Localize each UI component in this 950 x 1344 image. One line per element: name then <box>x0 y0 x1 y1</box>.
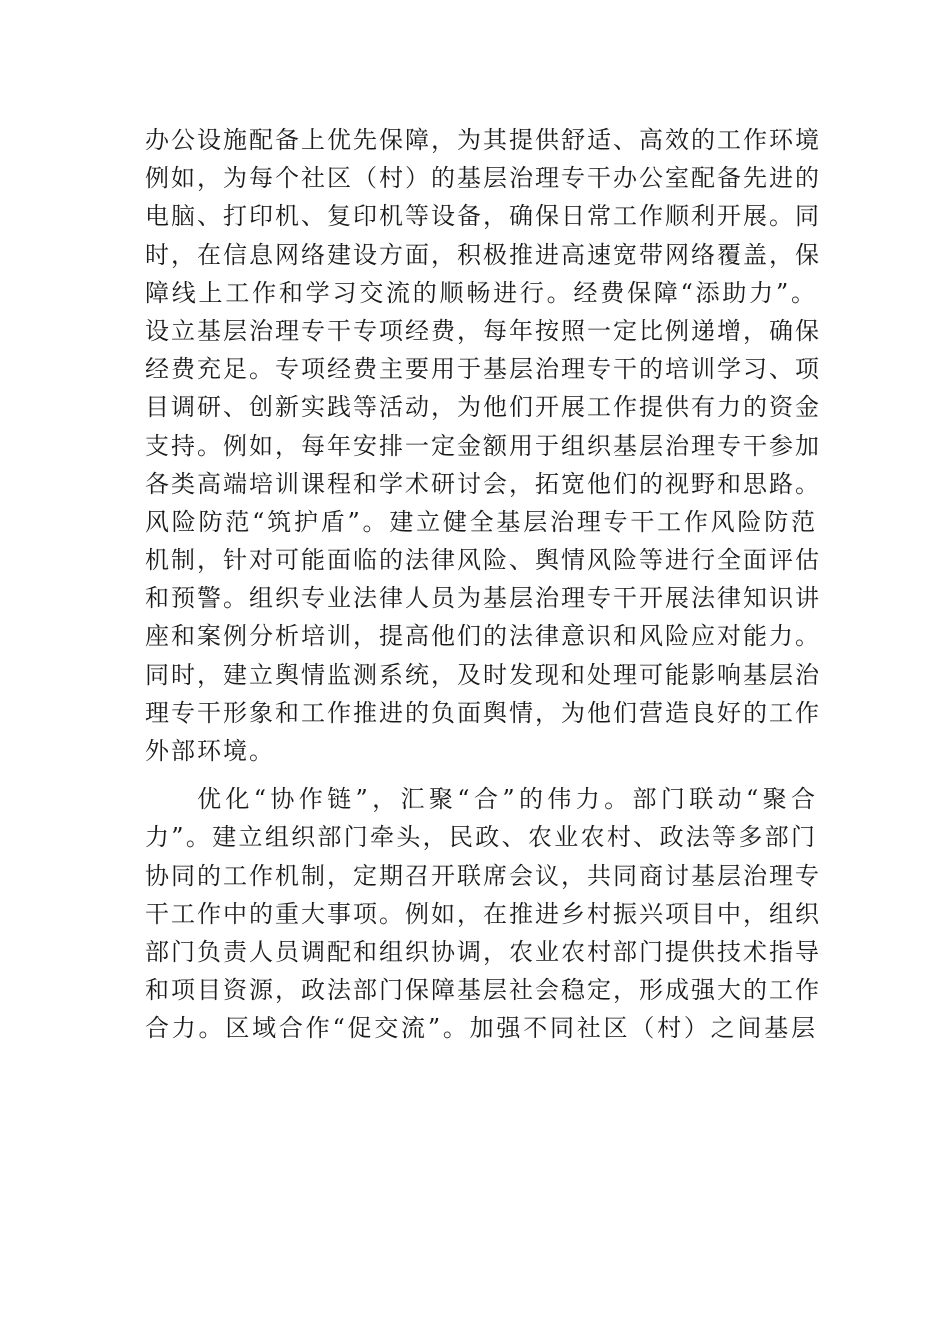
text-line: 力”。建立组织部门牵头，民政、农业农村、政法等多部门 <box>145 823 817 852</box>
text-line: 干工作中的重大事项。例如，在推进乡村振兴项目中，组织 <box>145 899 821 928</box>
text-line: 各类高端培训课程和学术研讨会，拓宽他们的视野和思路。 <box>145 469 821 498</box>
text-line: 外部环境。 <box>145 737 275 765</box>
text-line: 同时，建立舆情监测系统，及时发现和处理可能影响基层治 <box>145 660 821 689</box>
text-line: 障线上工作和学习交流的顺畅进行。经费保障“添助力”。 <box>145 278 817 307</box>
text-line: 目调研、创新实践等活动，为他们开展工作提供有力的资金 <box>145 393 821 422</box>
text-line: 风险防范“筑护盾”。建立健全基层治理专干工作风险防范 <box>145 507 817 536</box>
text-line: 机制，针对可能面临的法律风险、舆情风险等进行全面评估 <box>145 546 821 575</box>
text-line: 座和案例分析培训，提高他们的法律意识和风险应对能力。 <box>145 622 821 651</box>
text-line: 经费充足。专项经费主要用于基层治理专干的培训学习、项 <box>145 355 821 384</box>
text-line: 部门负责人员调配和组织协调，农业农村部门提供技术指导 <box>145 937 821 966</box>
body-text <box>145 121 821 1048</box>
paragraph-support-measures <box>145 121 821 770</box>
text-line: 理专干形象和工作推进的负面舆情，为他们营造良好的工作 <box>145 698 821 727</box>
text-line: 设立基层治理专干专项经费，每年按照一定比例递增，确保 <box>145 316 821 345</box>
text-line: 电脑、打印机、复印机等设备，确保日常工作顺利开展。同 <box>145 202 821 231</box>
text-line: 和预警。组织专业法律人员为基层治理专干开展法律知识讲 <box>145 584 821 613</box>
paragraph-spacer <box>145 770 817 780</box>
text-line: 和项目资源，政法部门保障基层社会稳定，形成强大的工作 <box>145 976 821 1005</box>
paragraph-collaboration <box>145 780 821 1047</box>
text-line: 办公设施配备上优先保障，为其提供舒适、高效的工作环境 <box>145 126 821 154</box>
text-line: 支持。例如，每年安排一定金额用于组织基层治理专干参加 <box>145 431 821 460</box>
text-line: 优化“协作链”，汇聚“合”的伟力。部门联动“聚合 <box>197 785 817 814</box>
text-line: 例如，为每个社区（村）的基层治理专干办公室配备先进的 <box>145 164 821 193</box>
text-line: 时，在信息网络建设方面，积极推进高速宽带网络覆盖，保 <box>145 240 821 269</box>
text-line: 协同的工作机制，定期召开联席会议，共同商讨基层治理专 <box>145 861 821 890</box>
text-line: 合力。区域合作“促交流”。加强不同社区（村）之间基层 <box>145 1014 817 1043</box>
